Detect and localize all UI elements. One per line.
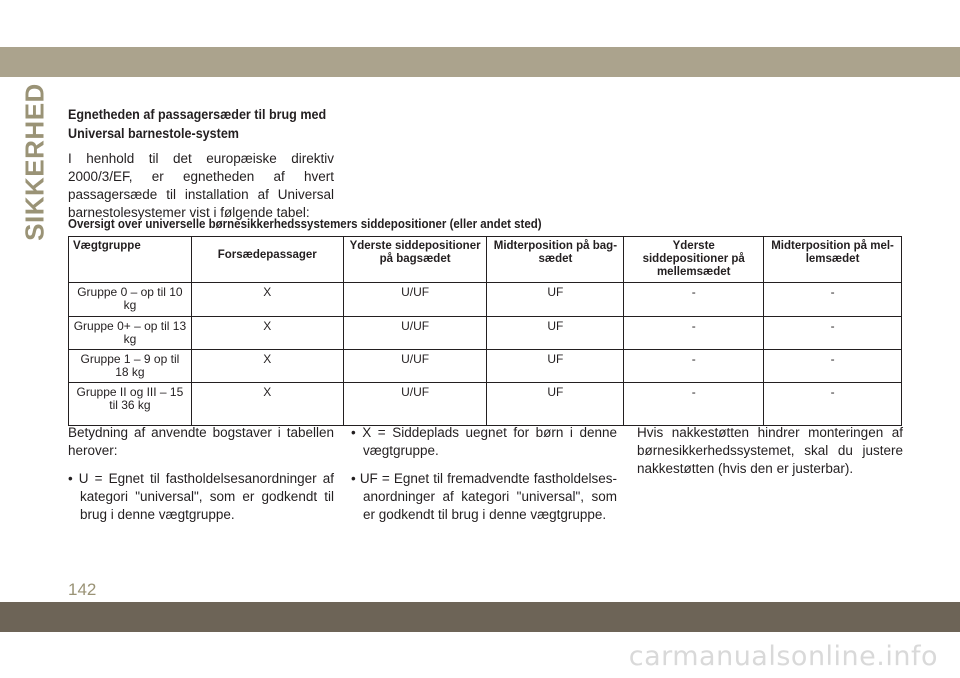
cell-value: - <box>764 350 902 383</box>
header-weight-group: Vægtgruppe <box>69 237 192 283</box>
cell-value: - <box>764 283 902 317</box>
table-row <box>69 350 902 383</box>
cell-weight-group: Gruppe 1 – 9 op til 18 kg <box>69 350 192 383</box>
header-middle-outer: Yderste siddepositioner på mellemsædet <box>624 237 764 283</box>
header-rear-outer: Yderste siddepositioner på bagsædet <box>343 237 487 283</box>
cell-value: UF <box>487 283 624 317</box>
cell-weight-group: Gruppe II og III – 15 til 36 kg <box>69 383 192 426</box>
cell-value: - <box>624 383 764 426</box>
cell-weight-group: Gruppe 0 – op til 10 kg <box>69 283 192 317</box>
legend-item-u: • U = Egnet til fastholdelsesanordninger af kategori "universal", som er godkendt til brug i denne vægtgruppe. <box>68 471 334 522</box>
legend-item-x: • X = Siddeplads uegnet for børn i denne vægtgruppe. <box>351 425 617 458</box>
table-row <box>69 383 902 426</box>
watermark-strip <box>0 632 960 678</box>
table-row <box>69 283 902 317</box>
intro-paragraph: I henhold til det europæiske direktiv 2000/3/EF, er egnetheden af hvert passagersæde til installation af Universal barnestolesystemer vist i følgende tabel: <box>68 151 334 220</box>
cell-value: - <box>624 317 764 350</box>
legend-item-uf: • UF = Egnet til fremadvendte fastholdelses-anordninger af kategori "universal", som er godkendt til brug i denne vægtgruppe. <box>351 471 617 522</box>
cell-weight-group: Gruppe 0+ – op til 13 kg <box>69 317 192 350</box>
cell-value: UF <box>487 383 624 426</box>
cell-value: U/UF <box>343 283 487 317</box>
table-title: Oversigt over universelle børnesikkerhedssystemers siddepositioner (eller andet sted) <box>68 217 542 231</box>
heading-line-1: Egnetheden af passagersæder til brug med <box>68 107 327 122</box>
cell-value: - <box>624 283 764 317</box>
cell-value: U/UF <box>343 350 487 383</box>
header-middle-center: Midterposition på mel-lemsædet <box>764 237 902 283</box>
table-header-row <box>69 237 902 283</box>
header-rear-center: Midterposition på bag-sædet <box>487 237 624 283</box>
headrest-note-column <box>637 424 903 488</box>
top-color-band <box>0 47 960 77</box>
legend-column-2 <box>351 424 617 534</box>
watermark-text[interactable]: carmanualsonline.info <box>628 641 938 672</box>
page-number: 142 <box>68 580 97 599</box>
cell-value: - <box>624 350 764 383</box>
cell-value: UF <box>487 350 624 383</box>
legend-intro: Betydning af anvendte bogstaver i tabellen herover: <box>68 425 334 458</box>
heading-line-2: Universal barnestole-system <box>68 126 239 141</box>
section-heading <box>68 105 347 143</box>
cell-value: U/UF <box>343 317 487 350</box>
child-seat-suitability-table <box>68 236 902 426</box>
cell-value: - <box>764 317 902 350</box>
bottom-color-band <box>0 602 960 632</box>
cell-value: X <box>191 383 343 426</box>
headrest-note: Hvis nakkestøtten hindrer monteringen af børnesikkerhedssystemet, skal du justere nakkestøtten (hvis den er justerbar). <box>637 425 903 476</box>
cell-value: X <box>191 350 343 383</box>
section-side-label: SIKKERHED <box>19 83 50 241</box>
cell-value: - <box>764 383 902 426</box>
header-front-passenger: Forsædepassager <box>191 237 343 283</box>
cell-value: UF <box>487 317 624 350</box>
table-row <box>69 317 902 350</box>
cell-value: X <box>191 283 343 317</box>
legend-column-1 <box>68 424 334 534</box>
cell-value: X <box>191 317 343 350</box>
cell-value: U/UF <box>343 383 487 426</box>
